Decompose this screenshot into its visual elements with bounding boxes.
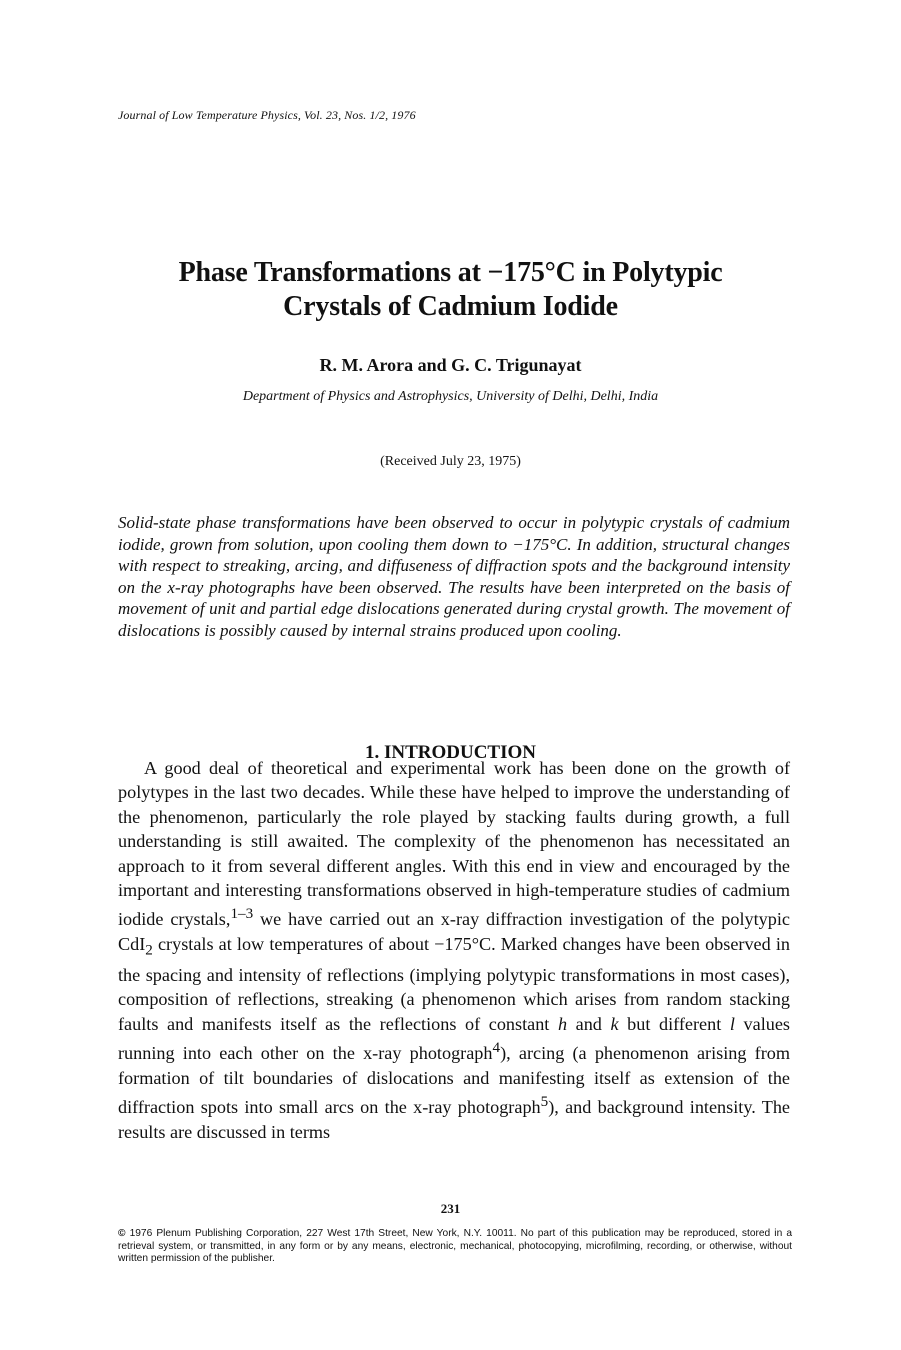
section-heading-introduction: 1. INTRODUCTION [364, 742, 537, 763]
affiliation: Department of Physics and Astrophysics, University of Delhi, Delhi, India [242, 389, 659, 404]
citation-1-3: 1–3 [230, 905, 254, 923]
title-line-1: Phase Transformations at −175°C in Polytypic [178, 257, 723, 288]
citation-4: 4 [492, 1039, 501, 1057]
citation-5: 5 [540, 1093, 549, 1111]
copyright-symbol: © [118, 1228, 126, 1239]
miller-index-l: l [729, 1013, 735, 1034]
introduction-paragraph [118, 756, 790, 1144]
intro-text-4: but different [618, 1013, 730, 1034]
intro-text-3: crystals at low temperatures of about −175°C. Marked changes have been observed in the spacing and intensity of reflections (implying polytypic transformations in most cases), composition of reflections, streaking (a phenomenon which arises from random stacking faults and manifests itself as the reflections of constant [118, 933, 790, 1034]
journal-citation: Journal of Low Temperature Physics, Vol. 23, Nos. 1/2, 1976 [118, 108, 416, 122]
copyright-text: 1976 Plenum Publishing Corporation, 227 West 17th Street, New York, N.Y. 10011. No part of this publication may be reproduced, stored in a retrieval system, or transmitted, in any form or by any means, electronic, mechanical, photocopying, microfilming, recording, or otherwise, without written permission of the publisher. [118, 1228, 792, 1264]
miller-index-h: h [557, 1013, 568, 1034]
intro-text-1: A good deal of theoretical and experimental work has been done on the growth of polytypes in the last two decades. While these have helped to improve the understanding of the phenomenon, particularly the role played by stacking faults during growth, a full understanding is still awaited. The complexity of the phenomenon has necessitated an approach to it from several different angles. With this end in view and encouraged by the important and interesting transformations observed in high-temperature studies of cadmium iodide crystals, [118, 758, 790, 930]
intro-text-7: ), and background intensity. The results are discussed in terms [118, 1097, 791, 1142]
title-line-2: Crystals of Cadmium Iodide [283, 291, 618, 322]
authors: R. M. Arora and G. C. Trigunayat [319, 355, 582, 375]
intro-text-2: we have carried out an x-ray diffraction investigation of the polytypic CdI [118, 909, 790, 954]
subscript-2: 2 [145, 941, 153, 959]
miller-index-k: k [610, 1013, 619, 1034]
copyright-notice [118, 1228, 792, 1266]
received-date: (Received July 23, 1975) [380, 454, 521, 469]
intro-text-and: and [567, 1013, 611, 1034]
article-title [100, 256, 801, 324]
intro-text-6: ), arcing (a phenomenon arising from formation of tilt boundaries of dislocations and manifesting itself as extension of the diffraction spots into small arcs on the x-ray photograph [118, 1043, 790, 1118]
introduction-body [118, 756, 790, 1144]
page-number: 231 [440, 1201, 461, 1216]
abstract: Solid-state phase transformations have been observed to occur in polytypic crystals of cadmium iodide, grown from solution, upon cooling them down to −175°C. In addition, structural changes with respect to streaking, arcing, and diffuseness of diffraction spots and the background intensity on the x-ray photographs have been observed. The results have been interpreted on the basis of movement of unit and partial edge dislocations generated during crystal growth. The movement of dislocations is possibly caused by internal strains produced upon cooling. [118, 513, 790, 640]
intro-text-5: values running into each other on the x-ray photograph [118, 1013, 790, 1064]
